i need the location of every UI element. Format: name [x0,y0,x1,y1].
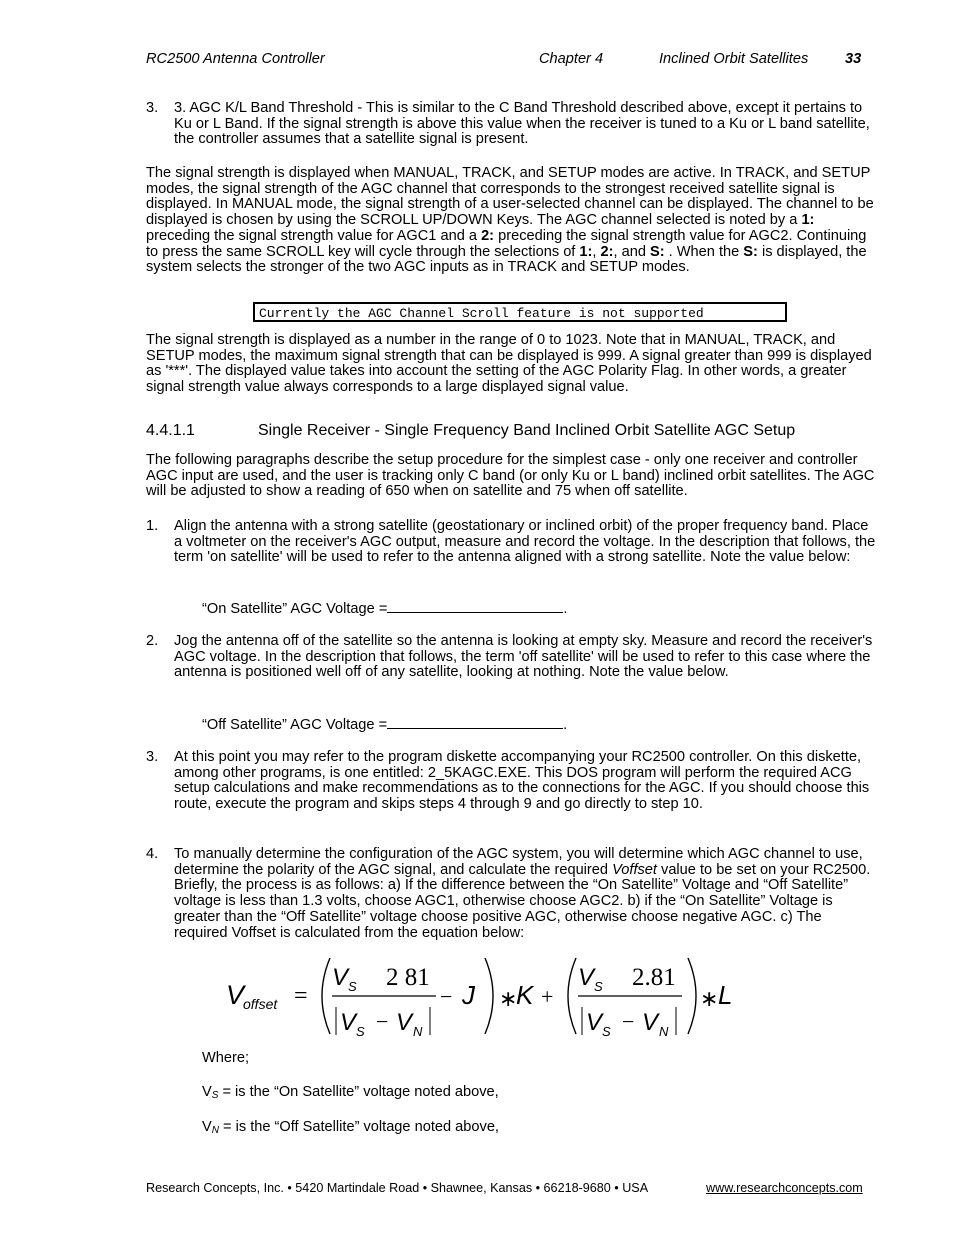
list-item-number: 3. [146,100,159,116]
where-label: Where; [202,1050,250,1066]
header-section: Inclined Orbit Satellites [659,51,809,67]
off-satellite-voltage-field: “Off Satellite” AGC Voltage = . [202,717,568,733]
step-1 [146,519,878,566]
section-number: 4.4.1.1 [146,422,195,439]
eq-offset-subscript: offset [243,996,278,1012]
eq-s-sub-num-1: S [348,979,357,994]
step-text: At this point you may refer to the program diskette accompanying your RC2500 controller. On this diskette, among other programs, is one entitled: 2_5KAGC.EXE. This DOS program will perform the required ACG setup calculations and make recommendations as to the connections for the AGC. If you should choose this route, execute the program and skips steps 4 through 9 and go directly to step 10. [174,749,870,813]
header-chapter: Chapter 4 [539,51,604,67]
eq-left-paren-1 [322,958,330,1034]
eq-left-paren-2 [568,958,576,1034]
eq-times-1: ∗ [499,986,518,1011]
on-satellite-voltage-field: “On Satellite” AGC Voltage = . [202,601,568,617]
footer-website-link[interactable]: www.researchconcepts.com [706,1181,863,1195]
step-4 [146,847,878,941]
eq-l: L [718,980,733,1010]
eq-k: K [516,980,534,1010]
voffset-equation [226,950,746,1042]
eq-vs-num-2: V [578,964,595,991]
list-item-text: 3. AGC K/L Band Threshold - This is similar to the C Band Threshold described above, except it pertains to Ku or L Band. If the signal strength is above this value when the receiver is tuned to a Ku or L band satellite, the controller assumes that a satellite signal is present. [174,100,870,148]
eq-minus-j: − [440,984,453,1009]
eq-vn-den-2: V [642,1009,659,1036]
list-item-agc-kl-threshold [146,101,878,148]
eq-vs-den-2: V [586,1009,603,1036]
paragraph-setup-intro: The following paragraphs describe the setup procedure for the simplest case - only one receiver and controller AGC input are used, and the user is tracking only C band (or only Ku or L band) inclined orbit satellites. The AGC will be adjusted to show a reading of 650 when on satellite and 75 when off satellite. [146,452,875,500]
eq-s-sub-den-2: S [602,1024,611,1039]
step-3 [146,750,878,813]
eq-right-paren-1 [485,958,493,1034]
eq-vs-den-1: V [340,1009,357,1036]
step-text: Align the antenna with a strong satellite (geostationary or inclined orbit) of the proper frequency band. Place a voltmeter on the receiver's AGC output, measure and record the voltage. In the description that follows, the term 'on satellite' will be used to refer to the antenna aligned with a strong satellite. Note the value below: [174,518,876,566]
definition-vn: $V_N$ = is the “Off Satellite” voltage noted above, [202,1119,499,1136]
eq-v: V [226,980,245,1010]
eq-n-sub-den-1: N [413,1024,423,1039]
header-title: RC2500 Antenna Controller [146,51,325,67]
note-box: Currently the AGC Channel Scroll feature is not supported [253,302,787,322]
eq-right-paren-2 [688,958,696,1034]
eq-constant-2: 2.81 [632,964,676,991]
eq-times-2: ∗ [700,986,719,1011]
step-number: 4. [146,846,159,862]
eq-minus-den-1: − [376,1009,389,1034]
eq-equals: = [294,983,308,1009]
on-satellite-blank [387,600,563,613]
eq-plus: + [541,984,554,1009]
eq-minus-den-2: − [622,1009,635,1034]
section-title: Single Receiver - Single Frequency Band Inclined Orbit Satellite AGC Setup [258,422,796,439]
step-number: 1. [146,518,159,534]
on-satellite-label: “On Satellite” AGC Voltage = [202,601,388,617]
step-number: 3. [146,749,159,765]
eq-s-sub-den-1: S [356,1024,365,1039]
eq-vs-num-1: V [332,964,349,991]
eq-n-sub-den-2: N [659,1024,669,1039]
eq-vn-den-1: V [396,1009,413,1036]
header-page-number: 33 [845,51,862,67]
paragraph-signal-strength-modes: The signal strength is displayed when MANUAL, TRACK, and SETUP modes are active. In TRACK, and SETUP modes, the signal strength of the AGC channel that corresponds to the strongest received satellite signal is displayed. In MANUAL mode, the signal strength of a user-selected channel can be displayed. The channel to be displayed is chosen by using the SCROLL UP/DOWN Keys. The AGC channel selected is noted by a 1: preceding the signal strength value for AGC1 and a 2: preceding the signal strength value for AGC2. Continuing to press the same SCROLL key will cycle through the selections of 1:, 2:, and S: . When the S: is displayed, the system selects the stronger of the two AGC inputs as in TRACK and SETUP modes. [146,165,874,276]
step-text: Jog the antenna off of the satellite so the antenna is looking at empty sky. Measure and record the receiver's AGC voltage. In the description that follows, the term 'off satellite' will be used to refer to this case where the antenna is positioned well off of any satellite, looking at nothing. Note the value below. [174,633,873,681]
footer-address: Research Concepts, Inc. • 5420 Martindale Road • Shawnee, Kansas • 66218-9680 • USA [146,1181,649,1195]
off-satellite-label: “Off Satellite” AGC Voltage = [202,717,388,733]
eq-constant-1: 2 81 [386,964,430,991]
eq-j: J [462,980,475,1010]
step-text: To manually determine the configuration of the AGC system, you will determine which AGC channel to use, determine the polarity of the AGC signal, and calculate the required Voffset value to be set on your RC2500. Briefly, the process is as follows: a) If the difference between the “On Satellite” Voltage and “Off Satellite” voltage is less than 1.3 volts, choose AGC1, otherwise choose AGC2. b) if the “On Satellite” Voltage is greater than the “Off Satellite” voltage choose positive AGC, otherwise choose negative AGC. c) The required Voffset is calculated from the equation below: [174,846,871,941]
definition-vs: $V_S$ = is the “On Satellite” voltage noted above, [202,1084,499,1101]
step-number: 2. [146,633,159,649]
paragraph-signal-range: The signal strength is displayed as a number in the range of 0 to 1023. Note that in MANUAL, TRACK, and SETUP modes, the maximum signal strength that can be displayed is 999. A signal greater than 999 is displayed as '***'. The displayed value takes into account the setting of the AGC Polarity Flag. In other words, a greater signal strength value always corresponds to a large displayed signal value. [146,332,872,396]
off-satellite-blank [387,716,563,729]
eq-s-sub-num-2: S [594,979,603,994]
step-2 [146,634,878,681]
